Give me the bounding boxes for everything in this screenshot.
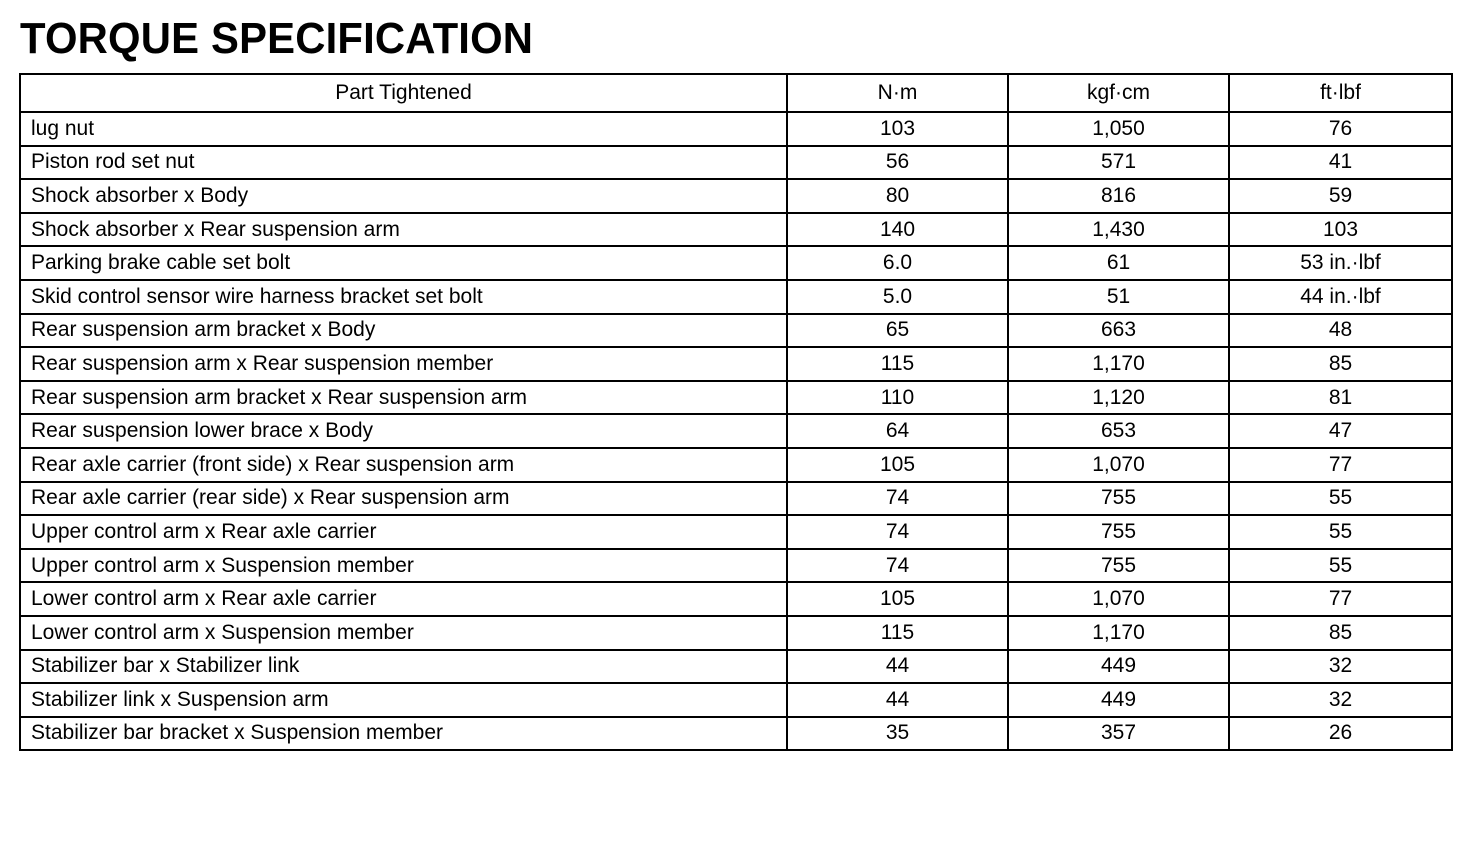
ft-lbf-cell: 76 — [1229, 112, 1452, 146]
kgf-cm-cell: 755 — [1008, 515, 1229, 549]
part-cell: Shock absorber x Body — [20, 179, 787, 213]
kgf-cm-cell: 61 — [1008, 246, 1229, 280]
header-part-tightened: Part Tightened — [20, 74, 787, 112]
ft-lbf-cell: 59 — [1229, 179, 1452, 213]
nm-cell: 103 — [787, 112, 1008, 146]
ft-lbf-cell: 55 — [1229, 515, 1452, 549]
ft-lbf-cell: 85 — [1229, 616, 1452, 650]
part-cell: Lower control arm x Suspension member — [20, 616, 787, 650]
part-cell: Rear suspension arm x Rear suspension member — [20, 347, 787, 381]
table-body — [20, 112, 1452, 750]
table-row — [20, 549, 1452, 583]
nm-cell: 6.0 — [787, 246, 1008, 280]
part-cell: Upper control arm x Rear axle carrier — [20, 515, 787, 549]
nm-cell: 56 — [787, 146, 1008, 180]
ft-lbf-cell: 55 — [1229, 482, 1452, 516]
kgf-cm-cell: 357 — [1008, 717, 1229, 751]
kgf-cm-cell: 663 — [1008, 314, 1229, 348]
nm-cell: 44 — [787, 683, 1008, 717]
ft-lbf-cell: 85 — [1229, 347, 1452, 381]
part-cell: Rear axle carrier (front side) x Rear suspension arm — [20, 448, 787, 482]
part-cell: Piston rod set nut — [20, 146, 787, 180]
table-row — [20, 515, 1452, 549]
part-cell: Rear suspension lower brace x Body — [20, 414, 787, 448]
table-row — [20, 146, 1452, 180]
kgf-cm-cell: 653 — [1008, 414, 1229, 448]
nm-cell: 110 — [787, 381, 1008, 415]
table-row — [20, 482, 1452, 516]
kgf-cm-cell: 1,070 — [1008, 448, 1229, 482]
nm-cell: 115 — [787, 616, 1008, 650]
ft-lbf-cell: 77 — [1229, 582, 1452, 616]
table-row — [20, 280, 1452, 314]
nm-cell: 74 — [787, 549, 1008, 583]
part-cell: Parking brake cable set bolt — [20, 246, 787, 280]
part-cell: Shock absorber x Rear suspension arm — [20, 213, 787, 247]
ft-lbf-cell: 32 — [1229, 683, 1452, 717]
nm-cell: 65 — [787, 314, 1008, 348]
ft-lbf-cell: 55 — [1229, 549, 1452, 583]
ft-lbf-cell: 81 — [1229, 381, 1452, 415]
part-cell: Rear axle carrier (rear side) x Rear suspension arm — [20, 482, 787, 516]
kgf-cm-cell: 755 — [1008, 549, 1229, 583]
nm-cell: 74 — [787, 515, 1008, 549]
ft-lbf-cell: 26 — [1229, 717, 1452, 751]
part-cell: Stabilizer bar x Stabilizer link — [20, 650, 787, 684]
table-row — [20, 213, 1452, 247]
ft-lbf-cell: 48 — [1229, 314, 1452, 348]
kgf-cm-cell: 449 — [1008, 683, 1229, 717]
nm-cell: 5.0 — [787, 280, 1008, 314]
nm-cell: 44 — [787, 650, 1008, 684]
part-cell: Stabilizer bar bracket x Suspension member — [20, 717, 787, 751]
kgf-cm-cell: 449 — [1008, 650, 1229, 684]
table-row — [20, 616, 1452, 650]
ft-lbf-cell: 77 — [1229, 448, 1452, 482]
ft-lbf-cell: 32 — [1229, 650, 1452, 684]
kgf-cm-cell: 1,430 — [1008, 213, 1229, 247]
ft-lbf-cell: 44 in.·lbf — [1229, 280, 1452, 314]
table-row — [20, 448, 1452, 482]
part-cell: Lower control arm x Rear axle carrier — [20, 582, 787, 616]
kgf-cm-cell: 1,050 — [1008, 112, 1229, 146]
ft-lbf-cell: 53 in.·lbf — [1229, 246, 1452, 280]
table-row — [20, 314, 1452, 348]
header-kgf-cm: kgf·cm — [1008, 74, 1229, 112]
ft-lbf-cell: 103 — [1229, 213, 1452, 247]
table-row — [20, 582, 1452, 616]
nm-cell: 140 — [787, 213, 1008, 247]
nm-cell: 115 — [787, 347, 1008, 381]
part-cell: Upper control arm x Suspension member — [20, 549, 787, 583]
ft-lbf-cell: 47 — [1229, 414, 1452, 448]
part-cell: Rear suspension arm bracket x Rear suspension arm — [20, 381, 787, 415]
nm-cell: 105 — [787, 448, 1008, 482]
ft-lbf-cell: 41 — [1229, 146, 1452, 180]
torque-spec-table — [19, 73, 1453, 751]
table-row — [20, 179, 1452, 213]
header-nm: N·m — [787, 74, 1008, 112]
nm-cell: 64 — [787, 414, 1008, 448]
part-cell: lug nut — [20, 112, 787, 146]
table-row — [20, 246, 1452, 280]
page-title: TORQUE SPECIFICATION — [20, 14, 534, 63]
part-cell: Rear suspension arm bracket x Body — [20, 314, 787, 348]
kgf-cm-cell: 1,170 — [1008, 347, 1229, 381]
part-cell: Skid control sensor wire harness bracket set bolt — [20, 280, 787, 314]
table-row — [20, 717, 1452, 751]
kgf-cm-cell: 571 — [1008, 146, 1229, 180]
table-row — [20, 414, 1452, 448]
kgf-cm-cell: 1,070 — [1008, 582, 1229, 616]
kgf-cm-cell: 51 — [1008, 280, 1229, 314]
nm-cell: 74 — [787, 482, 1008, 516]
nm-cell: 80 — [787, 179, 1008, 213]
table-row — [20, 347, 1452, 381]
part-cell: Stabilizer link x Suspension arm — [20, 683, 787, 717]
kgf-cm-cell: 1,120 — [1008, 381, 1229, 415]
table-row — [20, 112, 1452, 146]
table-row — [20, 683, 1452, 717]
header-ft-lbf: ft·lbf — [1229, 74, 1452, 112]
nm-cell: 35 — [787, 717, 1008, 751]
table-row — [20, 650, 1452, 684]
kgf-cm-cell: 816 — [1008, 179, 1229, 213]
table-row — [20, 381, 1452, 415]
kgf-cm-cell: 1,170 — [1008, 616, 1229, 650]
table-header-row — [20, 74, 1452, 112]
kgf-cm-cell: 755 — [1008, 482, 1229, 516]
nm-cell: 105 — [787, 582, 1008, 616]
